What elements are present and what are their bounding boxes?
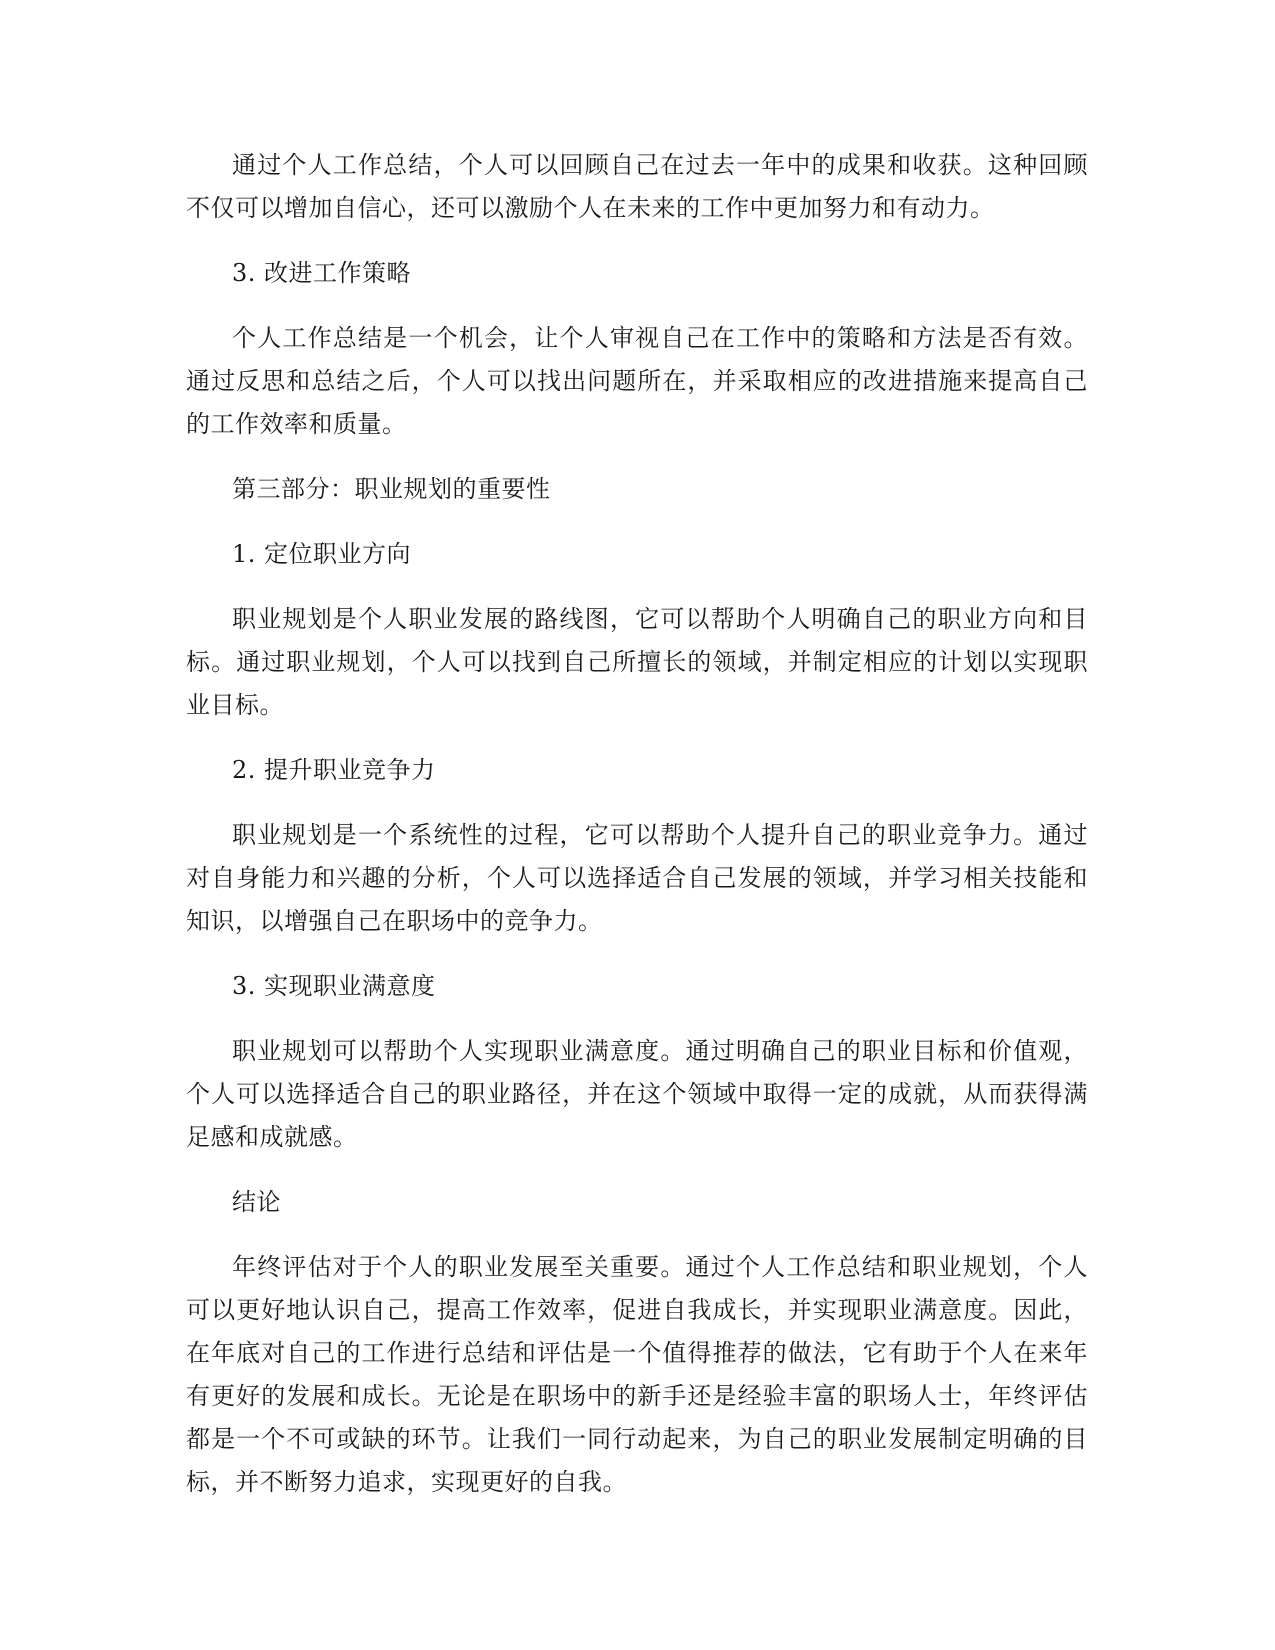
heading-part-three: 第三部分：职业规划的重要性 — [232, 475, 551, 503]
heading-satisfaction: 3. 实现职业满意度 — [232, 972, 436, 1000]
paragraph-career-direction: 职业规划是个人职业发展的路线图，它可以帮助个人明确自己的职业方向和目标。通过职业规划，个人可以找到自己所擅长的领域，并制定相应的计划以实现职业目标。 — [186, 605, 1088, 719]
paragraph-satisfaction: 职业规划可以帮助个人实现职业满意度。通过明确自己的职业目标和价值观，个人可以选择适合自己的职业路径，并在这个领域中取得一定的成就，从而获得满足感和成就感。 — [186, 1037, 1088, 1151]
heading-career-direction: 1. 定位职业方向 — [232, 540, 412, 568]
heading-conclusion: 结论 — [232, 1188, 281, 1216]
paragraph-conclusion: 年终评估对于个人的职业发展至关重要。通过个人工作总结和职业规划，个人可以更好地认识自己，提高工作效率，促进自我成长，并实现职业满意度。因此，在年底对自己的工作进行总结和评估是一个值得推荐的做法，它有助于个人在来年有更好的发展和成长。无论是在职场中的新手还是经验丰富的职场人士，年终评估都是一个不可或缺的环节。让我们一同行动起来，为自己的职业发展制定明确的目标，并不断努力追求，实现更好的自我。 — [186, 1253, 1088, 1496]
paragraph-improve-strategy: 个人工作总结是一个机会，让个人审视自己在工作中的策略和方法是否有效。通过反思和总结之后，个人可以找出问题所在，并采取相应的改进措施来提高自己的工作效率和质量。 — [186, 324, 1088, 438]
document-page — [186, 144, 1088, 1526]
heading-competitiveness: 2. 提升职业竞争力 — [232, 756, 436, 784]
paragraph-competitiveness: 职业规划是一个系统性的过程，它可以帮助个人提升自己的职业竞争力。通过对自身能力和兴趣的分析，个人可以选择适合自己发展的领域，并学习相关技能和知识，以增强自己在职场中的竞争力。 — [186, 821, 1088, 935]
heading-improve-strategy: 3. 改进工作策略 — [232, 259, 412, 287]
paragraph-review-achievements: 通过个人工作总结，个人可以回顾自己在过去一年中的成果和收获。这种回顾不仅可以增加自信心，还可以激励个人在未来的工作中更加努力和有动力。 — [186, 151, 1088, 222]
